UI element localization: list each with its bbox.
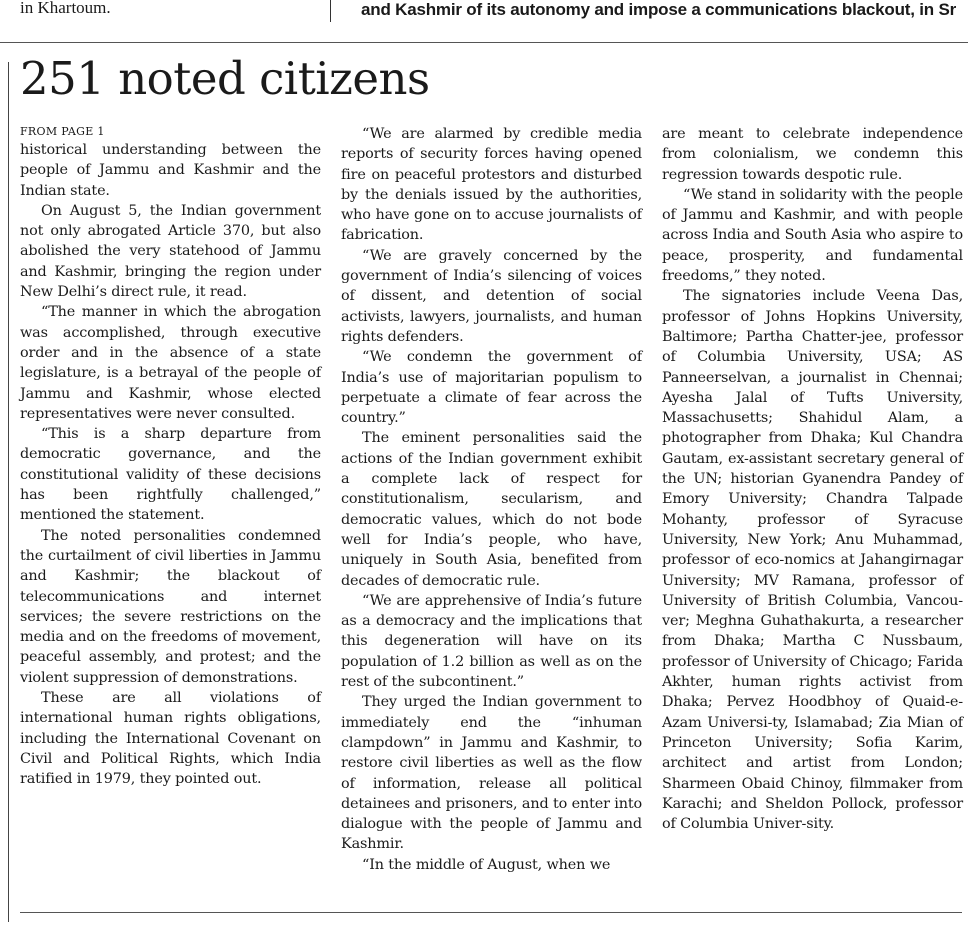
adjacent-story-deck: and Kashmir of its autonomy and impose a communications blackout, in Sr xyxy=(361,0,957,19)
paragraph: “In the middle of August, when we xyxy=(362,856,611,873)
paragraph: On August 5, the Indian government not only abrogated Article 370, but also abolished the very statehood of Jammu and Kashmir, bringing the region under New Delhi’s direct rule, it read. xyxy=(20,202,321,301)
left-margin-rule xyxy=(8,62,9,922)
paragraph: “We stand in solidarity with the people of Jammu and Kashmir, and with people across India and South Asia who aspire to peace, prosperity, and fundamental freedoms,” they noted. xyxy=(662,186,963,285)
paragraph: “We are alarmed by credible media reports of security forces having opened fire on peaceful protestors and disturbed by the denials issued by the authorities, who have gone on to accuse journalists of fabrication. xyxy=(341,126,642,244)
paragraph: historical understanding between the people of Jammu and Kashmir and the Indian state. xyxy=(20,142,321,199)
bottom-rule xyxy=(20,912,962,913)
paragraph: The signatories include Veena Das, professor of Johns Hopkins University, Baltimore; Partha Chatter-jee, professor of Columbia University, USA; AS Panneerselvan, a journalist in Chennai; Ayesha Jalal of Tufts University, Massachusetts; Shahidul Alam, a photographer from Dhaka; Kul Chandra Gautam, ex-assistant secretary general of the UN; historian Gyanendra Pandey of Emory University; Chandra Talpade Mohanty, professor of Syracuse University, New York; Anu Muhammad, professor of eco-nomics at Jahangirnagar University; MV Ramana, professor of University of British Columbia, Vancou-ver; Meghna Guhathakurta, a researcher from Dhaka; Martha C Nussbaum, professor of University of Chicago; Farida Akhter, human rights activist from Dhaka; Pervez Hoodbhoy of Quaid-e-Azam Universi-ty, Islamabad; Zia Mian of Princeton University; Sofia Karim, architect and artist from London; Sharmeen Obaid Chinoy, filmmaker from Karachi; and Sheldon Pollock, professor of Columbia Univer-sity. xyxy=(662,288,963,833)
article-column-1 xyxy=(20,124,321,790)
article-column-2 xyxy=(341,124,642,875)
paragraph: These are all violations of international human rights obligations, including the International Covenant on Civil and Political Rights, which India ratified in 1979, they pointed out. xyxy=(20,690,321,788)
column-divider xyxy=(330,0,331,22)
article-headline: 251 noted citizens xyxy=(20,52,430,105)
article-column-3 xyxy=(662,124,963,834)
paragraph: “We condemn the government of India’s use of majoritarian populism to perpetuate a climate of fear across the country.” xyxy=(341,349,642,427)
paragraph: They urged the Indian government to immediately end the “inhuman clampdown” in Jammu and Kashmir, to restore civil liberties as well as the flow of information, release all political detainees and prisoners, and to enter into dialogue with the people of Jammu and Kashmir. xyxy=(341,694,642,853)
paragraph: “The manner in which the abrogation was accomplished, through executive order and in the absence of a state legislature, is a betrayal of the people of Jammu and Kashmir, whose elected representatives were never consulted. xyxy=(20,304,321,422)
jump-label: FROM PAGE 1 xyxy=(20,125,105,138)
paragraph: “We are apprehensive of India’s future as a democracy and the implications that this degeneration will have on its population of 1.2 billion as well as on the rest of the subcontinent.” xyxy=(341,592,642,691)
top-strip xyxy=(0,0,968,43)
previous-story-tail: in Khartoum. xyxy=(20,0,111,17)
paragraph: “We are gravely concerned by the government of India’s silencing of voices of dissent, and detention of social activists, lawyers, journalists, and human rights defenders. xyxy=(341,247,642,345)
paragraph: The noted personalities condemned the curtailment of civil liberties in Jammu and Kashmir; the blackout of telecommunications and internet services; the severe restrictions on the media and on the freedoms of movement, peaceful assembly, and protest; and the violent suppression of demonstrations. xyxy=(20,527,321,686)
paragraph: are meant to celebrate independence from colonialism, we condemn this regression towards despotic rule. xyxy=(662,126,963,183)
paragraph: The eminent personalities said the actions of the Indian government exhibit a complete lack of respect for constitutionalism, secularism, and democratic values, which do not bode well for India’s people, who have, uniquely in South Asia, benefited from decades of democratic rule. xyxy=(341,430,642,589)
paragraph: “This is a sharp departure from democratic governance, and the constitutional validity of these decisions has been rightfully challenged,” mentioned the statement. xyxy=(20,426,321,524)
